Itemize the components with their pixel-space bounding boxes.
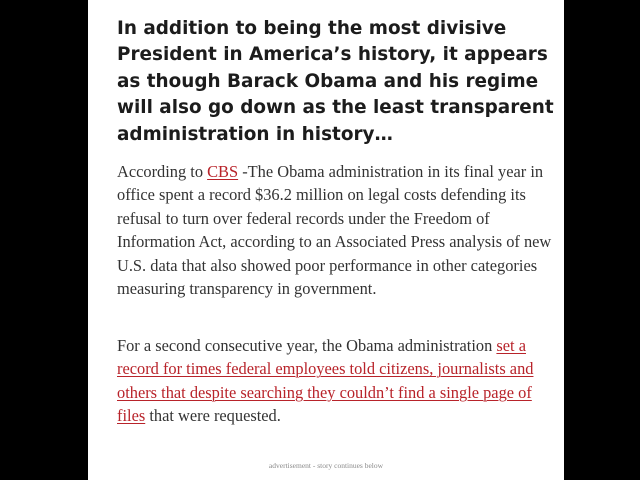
paragraph-records-prefix: For a second consecutive year, the Obama administration [117, 336, 497, 355]
article-frame [88, 0, 564, 480]
cbs-source-link[interactable]: CBS [207, 162, 239, 181]
paragraph-intro [117, 160, 557, 300]
paragraph-intro-prefix: According to [117, 162, 208, 181]
paragraph-intro-body: -The Obama administration in its final year in office spent a record $36.2 million on legal costs defending its refusal to turn over federal records under the Freedom of Information Act, according to an Associated Press analysis of new U.S. data that also showed poor performance in other categories measuring transparency in government. [117, 162, 552, 299]
advertisement-note: advertisement - story continues below [268, 461, 384, 470]
article-headline: In addition to being the most divisive President in America’s history, it appears as though Barack Obama and his regime will also go down as the least transparent administration in history… [117, 18, 554, 145]
record-link[interactable]: set a record for times federal employees told citizens, journalists and others that despite searching they couldn’t find a single page of files [117, 336, 534, 426]
paragraph-records-suffix: that were requested. [145, 406, 281, 426]
paragraph-records [117, 334, 557, 428]
